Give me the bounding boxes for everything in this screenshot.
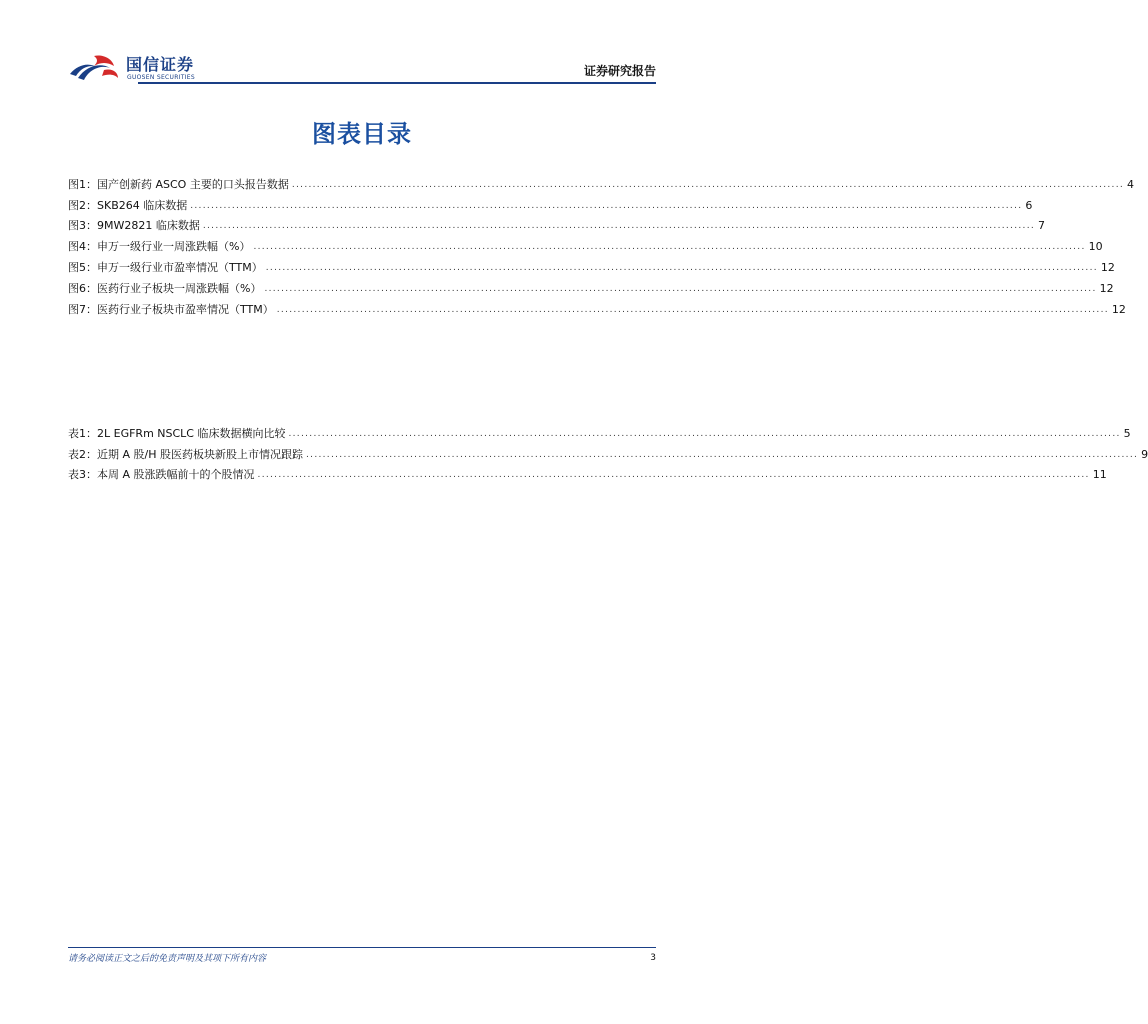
entry-page: 7 [1038, 219, 1046, 233]
entry-page: 11 [1092, 468, 1107, 482]
entry-title: 9MW2821 临床数据 [97, 219, 200, 233]
toc-entry[interactable] [68, 233, 1103, 254]
logo-text-en: GUOSEN SECURITIES [127, 74, 196, 81]
figure-list [68, 171, 1135, 317]
report-type-label: 证券研究报告 [583, 64, 656, 78]
toc-entry[interactable] [68, 420, 1131, 441]
toc-entry[interactable] [68, 296, 1126, 317]
toc-entry[interactable] [68, 171, 1135, 192]
entry-label: 表2： [68, 447, 97, 461]
footer-divider [68, 947, 656, 948]
toc-entry[interactable] [68, 441, 1148, 462]
toc-entry[interactable] [68, 275, 1114, 296]
disclaimer-note: 请务必阅读正文之后的免责声明及其项下所有内容 [68, 954, 267, 964]
entry-page: 4 [1127, 177, 1135, 191]
entry-label: 图5： [68, 260, 97, 274]
entry-label: 图4： [68, 240, 97, 254]
entry-title: SKB264 临床数据 [97, 198, 188, 212]
dot-leader: ........................................................................................................................................................................................................ [265, 262, 1098, 273]
table-list [68, 420, 1148, 482]
dot-leader: ........................................................................................................................................................................................................ [202, 221, 1036, 232]
entry-title: 本周 A 股涨跌幅前十的个股情况 [97, 468, 255, 482]
entry-title: 国产创新药 ASCO 主要的口头报告数据 [97, 177, 289, 191]
entry-label: 图7： [68, 302, 97, 316]
toc-entry[interactable] [68, 192, 1033, 213]
page-header [68, 50, 656, 84]
dot-leader: ........................................................................................................................................................................................................ [288, 428, 1121, 439]
dot-leader: ........................................................................................................................................................................................................ [291, 179, 1125, 190]
entry-page: 12 [1099, 281, 1114, 295]
entry-label: 图2： [68, 198, 97, 212]
toc-entry[interactable] [68, 462, 1107, 483]
entry-label: 表1： [68, 426, 97, 440]
dot-leader: ........................................................................................................................................................................................................ [253, 242, 1086, 253]
entry-title: 申万一级行业市盈率情况（TTM） [97, 260, 263, 274]
entry-page: 6 [1025, 198, 1033, 212]
entry-title: 近期 A 股/H 股医药板块新股上市情况跟踪 [97, 447, 303, 461]
entry-page: 5 [1123, 426, 1131, 440]
entry-label: 图3： [68, 219, 97, 233]
dot-leader: ........................................................................................................................................................................................................ [190, 200, 1023, 211]
dot-leader: ........................................................................................................................................................................................................ [257, 470, 1090, 481]
toc-entry[interactable] [68, 213, 1046, 234]
entry-page: 12 [1100, 260, 1115, 274]
entry-title: 医药行业子板块一周涨跌幅（%） [97, 281, 262, 295]
dot-leader: ........................................................................................................................................................................................................ [276, 304, 1109, 315]
entry-title: 申万一级行业一周涨跌幅（%） [97, 240, 251, 254]
entry-title: 2L EGFRm NSCLC 临床数据横向比较 [97, 426, 286, 440]
company-logo [68, 50, 218, 84]
page-title: 图表目录 [312, 120, 412, 148]
toc-entry[interactable] [68, 254, 1115, 275]
entry-label: 图1： [68, 177, 97, 191]
logo-text-cn: 国信证券 [126, 55, 195, 74]
entry-title: 医药行业子板块市盈率情况（TTM） [97, 302, 274, 316]
entry-label: 表3： [68, 468, 97, 482]
header-divider [138, 82, 656, 84]
page-number: 3 [650, 953, 656, 963]
entry-page: 12 [1111, 302, 1126, 316]
logo-mark-icon [68, 52, 122, 82]
entry-page: 9 [1141, 447, 1148, 461]
dot-leader: ........................................................................................................................................................................................................ [264, 283, 1097, 294]
dot-leader: ........................................................................................................................................................................................................ [306, 449, 1139, 460]
entry-page: 10 [1088, 240, 1103, 254]
entry-label: 图6： [68, 281, 97, 295]
